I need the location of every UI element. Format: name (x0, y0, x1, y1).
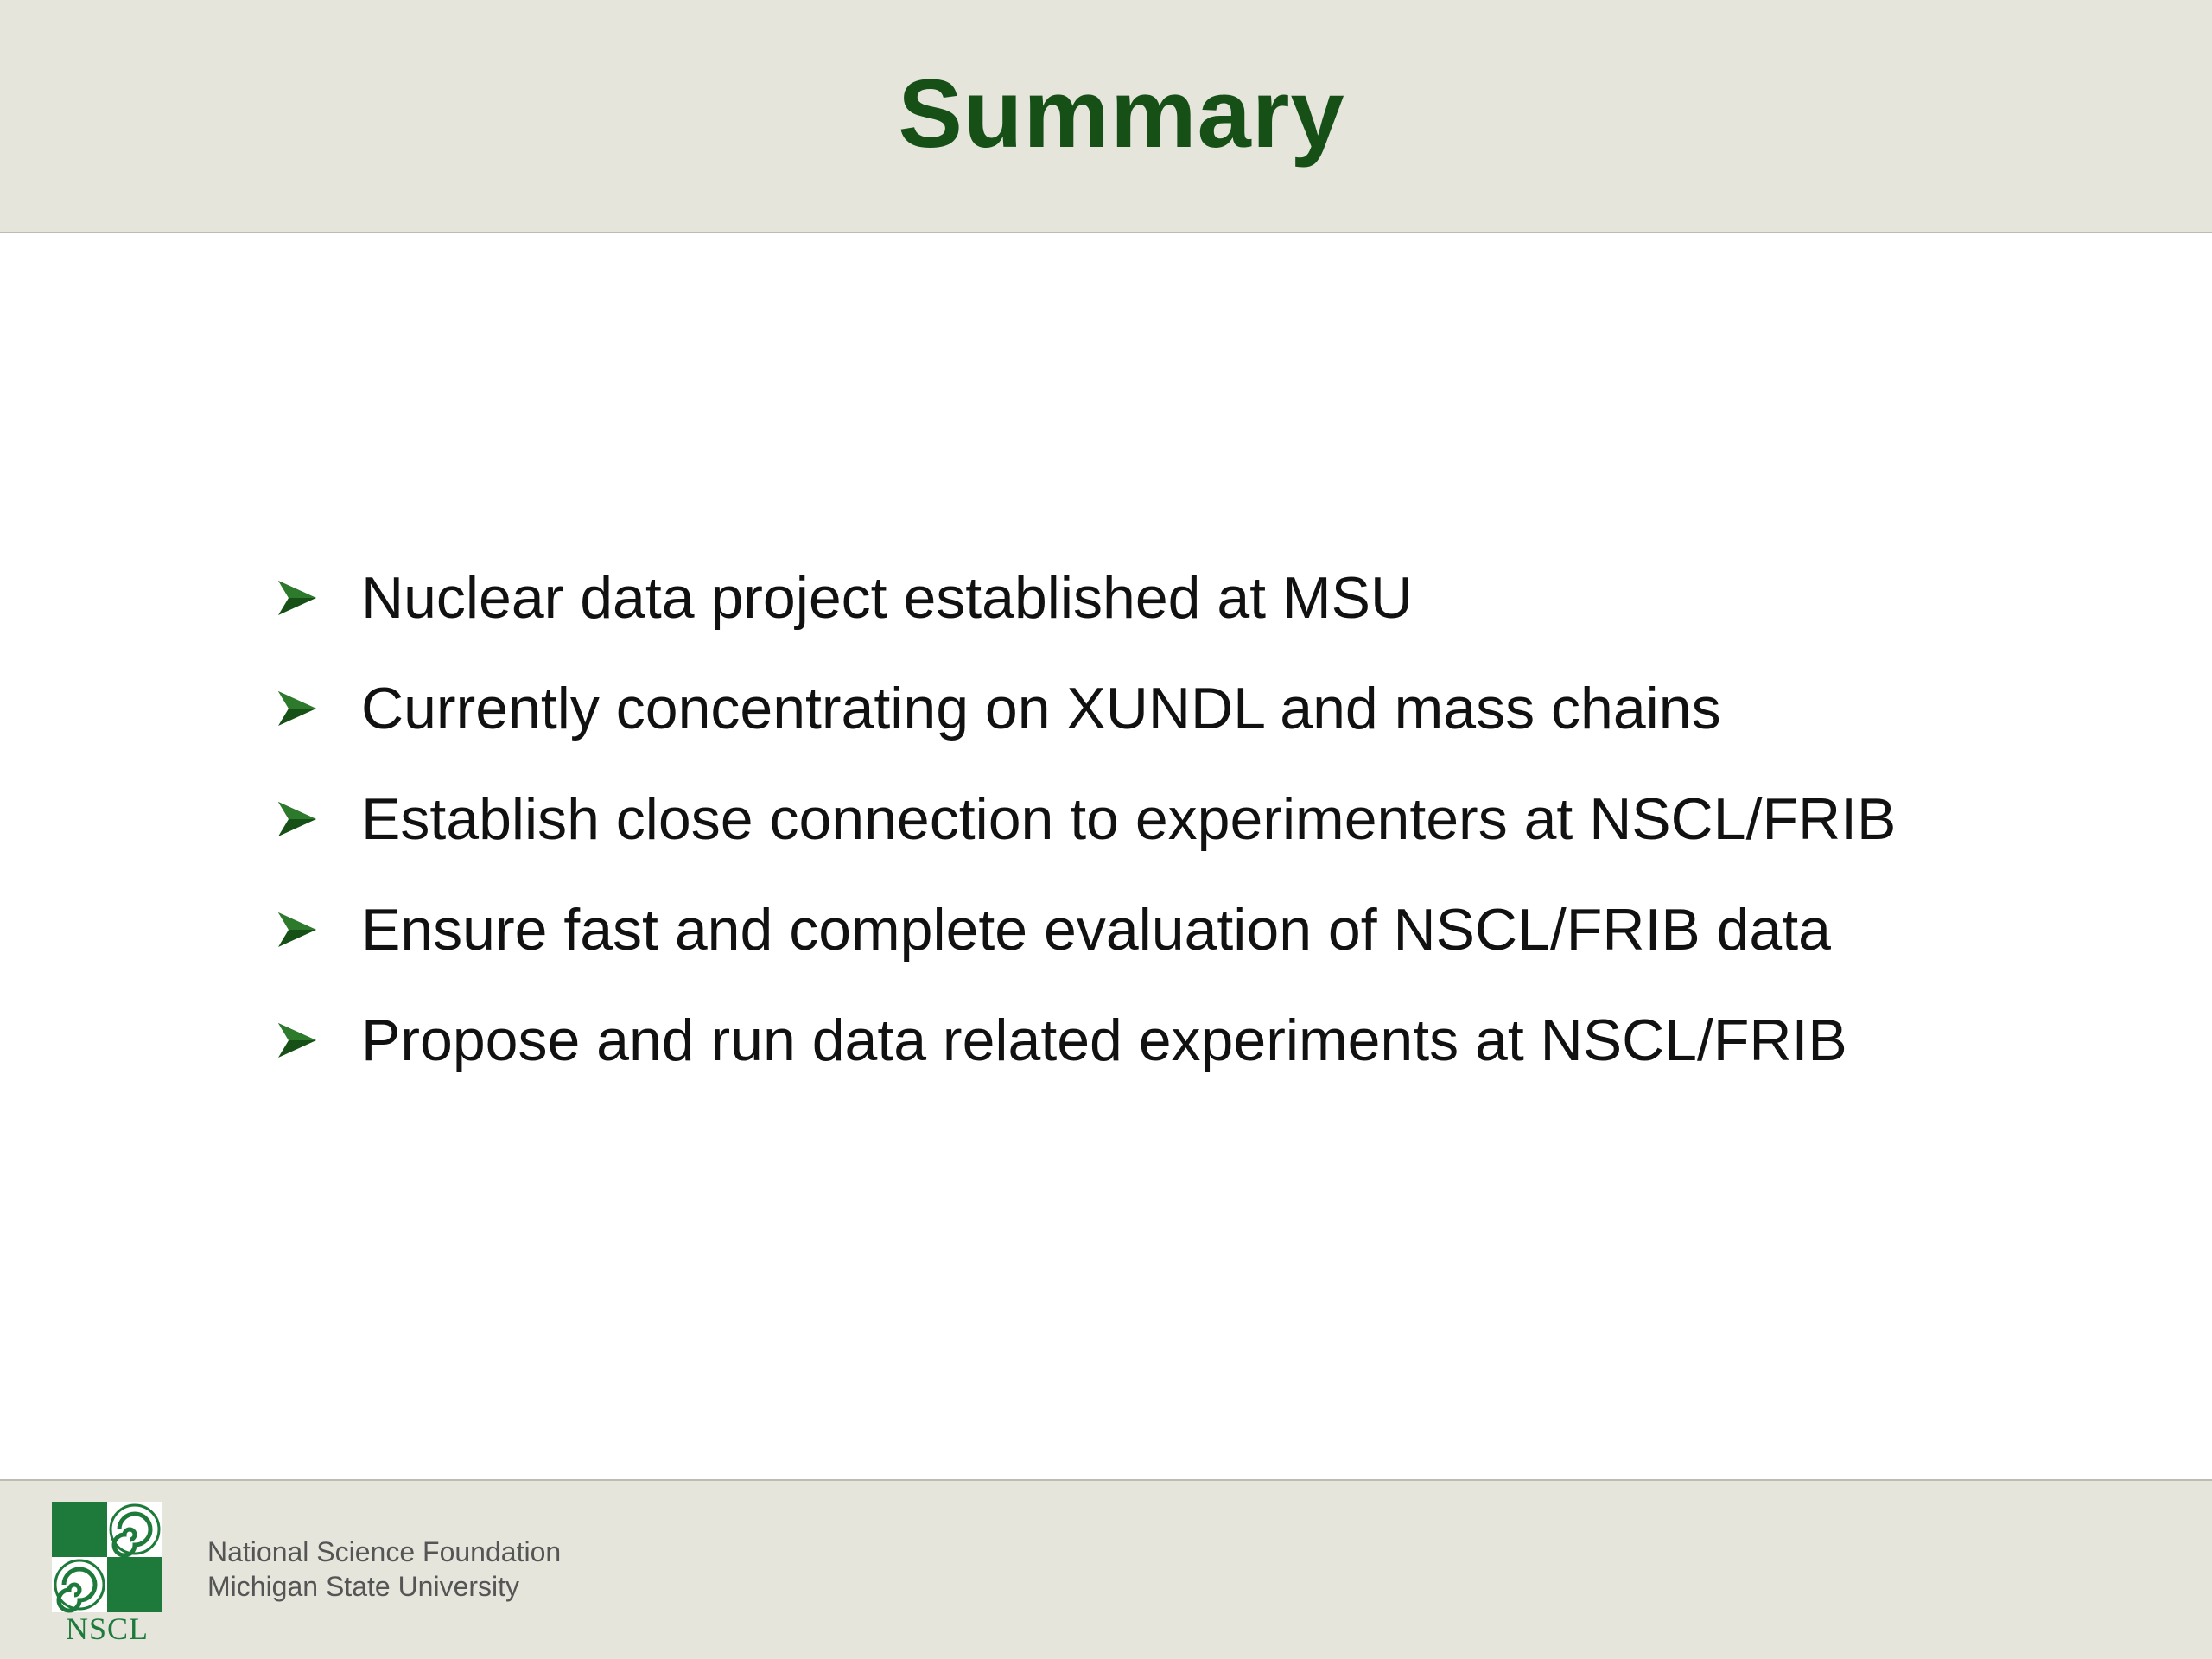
bullet-list (275, 543, 1896, 1096)
arrowhead-bullet-icon (275, 764, 361, 874)
bullet-text: Ensure fast and complete evaluation of NSCL/FRIB data (361, 897, 1831, 963)
logo-text: NSCL (65, 1611, 149, 1646)
bullet-item (275, 543, 1896, 653)
org-line-nsf: National Science Foundation (207, 1536, 562, 1567)
organization-names (207, 1535, 561, 1604)
bullet-item (275, 874, 1896, 985)
bullet-text: Propose and run data related experiments at NSCL/FRIB (361, 1007, 1847, 1073)
org-line-msu: Michigan State University (207, 1571, 520, 1602)
slide-header (0, 0, 2212, 233)
slide-title: Summary (898, 60, 1345, 168)
bullet-item (275, 764, 1896, 874)
slide-footer (0, 1479, 2212, 1659)
arrowhead-bullet-icon (275, 874, 361, 985)
bullet-item (275, 653, 1896, 764)
arrowhead-bullet-icon (275, 985, 361, 1096)
bullet-text: Establish close connection to experimenters at NSCL/FRIB (361, 786, 1897, 852)
bullet-item (275, 985, 1896, 1096)
arrowhead-bullet-icon (275, 653, 361, 764)
bullet-text: Nuclear data project established at MSU (361, 565, 1414, 631)
bullet-text: Currently concentrating on XUNDL and mass chains (361, 676, 1721, 741)
arrowhead-bullet-icon (275, 543, 361, 653)
